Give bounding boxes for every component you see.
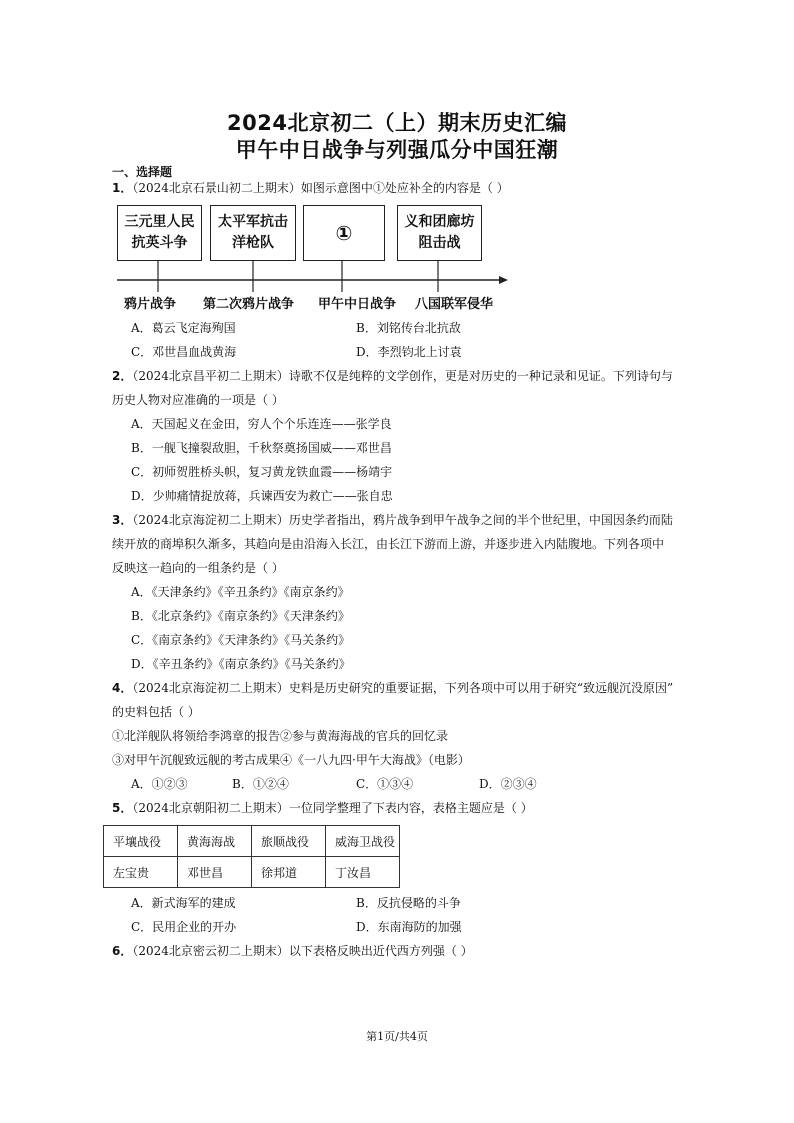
page-title: 2024北京初二（上）期末历史汇编 <box>227 111 567 135</box>
option-c: C．邓世昌血战黄海 <box>131 345 237 359</box>
question-6 <box>112 943 473 959</box>
timeline-event-label: 第二次鸦片战争 <box>203 297 295 312</box>
timeline-box-1 <box>117 205 202 261</box>
table-cell: 左宝贵 <box>104 857 178 888</box>
question-stem: （2024北京海淀初二上期末）历史学者指出，鸦片战争到甲午战争之间的半个世纪里，中国因条约而陆 <box>132 513 673 527</box>
question-5 <box>112 800 533 816</box>
timeline-event-label: 八国联军侵华 <box>415 297 494 312</box>
table-row <box>104 826 400 857</box>
option-a: A．天国起义在金田，穷人个个乐连连——张学良 <box>131 417 392 431</box>
question-stem: （2024北京昌平初二上期末）诗歌不仅是纯粹的文学创作，更是对历史的一种记录和见证。下列诗句与 <box>132 369 673 383</box>
question-stem: （2024北京朝阳初二上期末）一位同学整理了下表内容，表格主题应是（ ） <box>132 801 533 815</box>
table-cell: 邓世昌 <box>178 857 252 888</box>
box-text: 太平军抗击 <box>218 214 288 230</box>
timeline-event-label: 鸦片战争 <box>124 297 177 312</box>
option-a: A．《天津条约》《辛丑条约》《南京条约》 <box>131 585 350 599</box>
table-cell: 徐邦道 <box>252 857 326 888</box>
question-stem-continued: 的史料包括（ ） <box>112 705 200 719</box>
option-a: A．①②③ <box>131 777 188 791</box>
option-d: D．少帅痛情捉放蒋，兵谏西安为救亡——张自忠 <box>131 489 393 503</box>
table-row <box>104 857 400 888</box>
box-text: 阻击战 <box>418 235 461 251</box>
option-d: D．②③④ <box>479 777 537 791</box>
option-c: C．①③④ <box>356 777 414 791</box>
timeline-diagram <box>0 0 794 320</box>
option-d: D．东南海防的加强 <box>356 920 462 934</box>
table-cell: 旅顺战役 <box>252 826 326 857</box>
option-c: C．民用企业的开办 <box>131 920 237 934</box>
question-2 <box>112 368 673 384</box>
question-number: 4． <box>112 681 133 695</box>
box-text: 义和团廊坊 <box>404 214 475 230</box>
option-c: C．《南京条约》《天津条约》《马关条约》 <box>131 633 351 647</box>
question-stem: （2024北京石景山初二上期末）如图示意图中①处应补全的内容是（ ） <box>132 181 509 195</box>
page-subtitle: 甲午中日战争与列强瓜分中国狂潮 <box>235 138 559 162</box>
table-cell: 平壤战役 <box>104 826 178 857</box>
option-b: B．①②④ <box>232 777 289 791</box>
section-heading: 一、选择题 <box>112 165 173 179</box>
source-items-1: ①北洋舰队将领给李鸿章的报告②参与黄海海战的官兵的回忆录 <box>112 729 449 743</box>
timeline-arrowhead <box>499 276 508 284</box>
question-number: 2． <box>112 369 133 383</box>
question-3 <box>112 512 673 528</box>
timeline-event-label: 甲午中日战争 <box>318 297 397 312</box>
question-stem: （2024北京密云初二上期末）以下表格反映出近代西方列强（ ） <box>132 944 473 958</box>
option-d: D．李烈钧北上讨袁 <box>356 345 462 359</box>
question-number: 5． <box>112 801 133 815</box>
table-cell: 威海卫战役 <box>326 826 400 857</box>
page-footer: 第1页/共4页 <box>366 1030 428 1043</box>
timeline-box-blank <box>303 205 385 261</box>
box-text: ① <box>335 220 353 245</box>
option-b: B．刘铭传台北抗敌 <box>356 321 461 335</box>
option-b: B．一舰飞撞裂敌胆，千秋祭奠扬国威——邓世昌 <box>131 441 392 455</box>
question-stem: （2024北京海淀初二上期末）史料是历史研究的重要证据，下列各项中可以用于研究“致远舰沉没原因” <box>132 681 674 695</box>
source-items-2: ③对甲午沉舰致远舰的考古成果④《一八九四·甲午大海战》（电影） <box>112 753 470 767</box>
option-a: A．葛云飞定海殉国 <box>131 321 236 335</box>
option-a: A．新式海军的建成 <box>131 896 236 910</box>
table-cell: 丁汝昌 <box>326 857 400 888</box>
option-b: B．《北京条约》《南京条约》《天津条约》 <box>131 609 350 623</box>
box-text: 三元里人民 <box>124 214 195 230</box>
box-text: 抗英斗争 <box>131 235 188 251</box>
question-number: 1． <box>112 181 133 195</box>
option-d: D．《辛丑条约》《南京条约》《马关条约》 <box>131 657 351 671</box>
box-text: 洋枪队 <box>232 235 274 251</box>
question-stem-continued: 续开放的商埠积久渐多，其趋向是由沿海入长江，由长江下游而上游，并逐步进入内陆腹地。下列各项中 <box>112 537 665 551</box>
question-number: 3． <box>112 513 133 527</box>
option-c: C．初师贺胜桥头帜，复习黄龙铁血霞——杨靖宇 <box>131 465 393 479</box>
timeline-box-4 <box>397 205 482 261</box>
timeline-box-2 <box>210 205 296 261</box>
question-stem-continued: 历史人物对应准确的一项是（ ） <box>112 393 284 407</box>
question-stem-continued: 反映这一趋向的一组条约是（ ） <box>112 561 284 575</box>
question-number: 6． <box>112 944 133 958</box>
battle-table <box>103 825 400 888</box>
question-4 <box>112 680 673 696</box>
option-b: B．反抗侵略的斗争 <box>356 896 461 910</box>
table-cell: 黄海海战 <box>178 826 252 857</box>
